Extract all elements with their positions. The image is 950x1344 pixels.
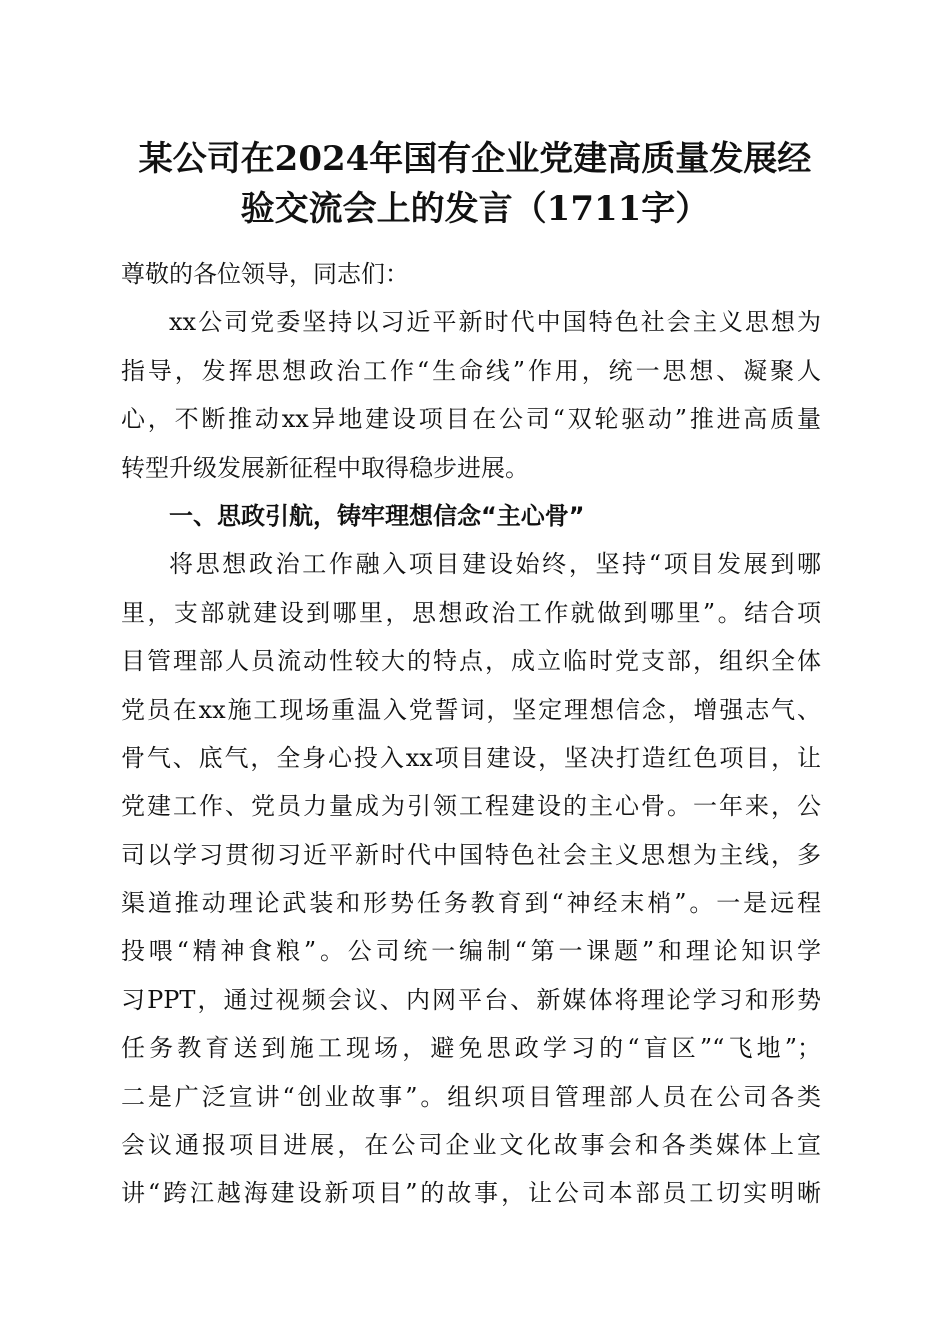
section-line: 二是广泛宣讲“创业故事”。组织项目管理部人员在公司各类 (121, 1082, 821, 1111)
section-line: 骨气、底气，全身心投入xx项目建设，坚决打造红色项目，让 (121, 743, 821, 772)
section-line: 任务教育送到施工现场，避免思政学习的“盲区”“飞地”； (121, 1034, 821, 1063)
section-heading: 一、思政引航，铸牢理想信念“主心骨” (169, 501, 585, 530)
document-title (100, 134, 850, 234)
section-line: 讲“跨江越海建设新项目”的故事，让公司本部员工切实明晰 (121, 1179, 821, 1208)
section-line: 党建工作、党员力量成为引领工程建设的主心骨。一年来，公 (121, 792, 821, 821)
title-line-1: 某公司在2024年国有企业党建高质量发展经 (138, 139, 812, 179)
salutation: 尊敬的各位领导，同志们： (121, 260, 409, 288)
intro-line: 心，不断推动xx异地建设项目在公司“双轮驱动”推进高质量 (121, 405, 821, 434)
section-line: 将思想政治工作融入项目建设始终，坚持“项目发展到哪 (169, 550, 821, 579)
intro-line: xx公司党委坚持以习近平新时代中国特色社会主义思想为 (169, 308, 821, 337)
intro-line: 指导，发挥思想政治工作“生命线”作用，统一思想、凝聚人 (121, 356, 821, 385)
section-line: 会议通报项目进展，在公司企业文化故事会和各类媒体上宣 (121, 1131, 821, 1160)
section-line: 司以学习贯彻习近平新时代中国特色社会主义思想为主线，多 (121, 840, 821, 869)
section-line: 里，支部就建设到哪里，思想政治工作就做到哪里”。结合项 (121, 598, 821, 627)
section-line: 党员在xx施工现场重温入党誓词，坚定理想信念，增强志气、 (121, 695, 821, 724)
intro-line: 转型升级发展新征程中取得稳步进展。 (121, 453, 529, 482)
section-line: 习PPT，通过视频会议、内网平台、新媒体将理论学习和形势 (121, 985, 821, 1014)
section-line: 目管理部人员流动性较大的特点，成立临时党支部，组织全体 (121, 647, 821, 676)
document-body (121, 250, 821, 1218)
section-line: 投喂“精神食粮”。公司统一编制“第一课题”和理论知识学 (121, 937, 821, 966)
section-line: 渠道推动理论武装和形势任务教育到“神经末梢”。一是远程 (121, 889, 821, 918)
title-line-2: 验交流会上的发言（1711字） (240, 189, 710, 229)
